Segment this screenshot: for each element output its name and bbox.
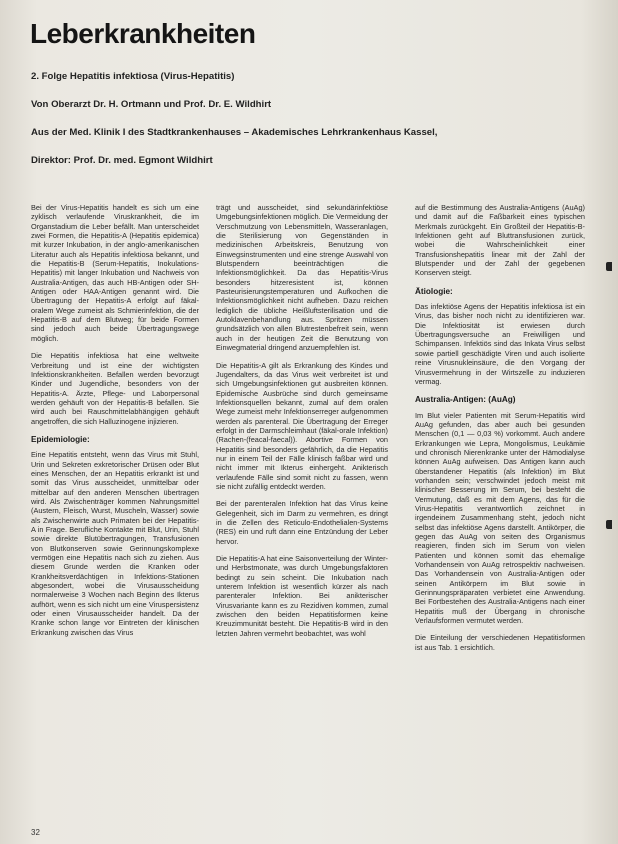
article-subtitle: 2. Folge Hepatitis infektiosa (Virus-Hepatitis) <box>31 71 235 82</box>
paragraph: Bei der Virus-Hepatitis handelt es sich um eine zyklisch verlaufende Viruskrankheit, die im Organstadium die Leber befällt. Man unterscheidet zwei Formen, die Hepatitis-A (Hepatitis epidemica) mit kurzer Inkubation, in der anglo-amerikanischen Literatur auch als Hepatitis infektiosa bekannt, und die Hepatitis-B (Serum-Hepatitis, Inokulations-Hepatitis) mit langer Inkubation und Nachweis von Australia-Antigen, das auch HB-Antigen oder SH-Antigen oder HAA-Antigen genannt wird. Die Übertragung der Hepatitis-A erfolgt auf fäkal-oralem Wege zumeist als Schmierinfektion, die der Hepatitis-B auf dem Blutweg; für beide Formen sind jedoch auch beide Übertragungswege möglich. <box>31 203 199 343</box>
article-authors: Von Oberarzt Dr. H. Ortmann und Prof. Dr. E. Wildhirt <box>31 99 272 110</box>
paragraph: Bei der parenteralen Infektion hat das Virus keine Gelegenheit, sich im Darm zu vermehren, es dringt in die Zellen des Reticulo-Endothelialen-Systems (RES) ein und ruft dann eine Entzündung der Leber hervor. <box>216 499 388 546</box>
paragraph: Das infektiöse Agens der Hepatitis infektiosa ist ein Virus, das bisher noch nicht zu identifizieren war. Die Infektiosität ist erwiesen durch Übertragungsversuche an Freiwilligen und Schimpansen. Infektiös sind das Inkata Virus selbst sowie partiell geschädigte Viren und auch isolierte reine Virusnukleinsäure, die den Vorgang der Virusvermehrung in der Wirtszelle zu induzieren vermag. <box>415 302 585 386</box>
text-column-3 <box>415 203 585 660</box>
section-heading-aetiologie: Ätiologie: <box>415 286 453 296</box>
page-title: Leberkrankheiten <box>30 18 256 49</box>
paragraph: Die Hepatitis infektiosa hat eine weltweite Verbreitung und ist eine der wichtigsten Infektionskrankheiten. Befallen werden bevorzugt Kinder und Jugendliche, besonders von der Hepatitis-A. Ärzte, Pflege- und Laborpersonal werden gehäuft von der Hepatitis-B befallen. Sie wird auch bei Rauschmittelabhängigen gehäuft angetroffen, die sich Halluzinogene injizieren. <box>31 351 199 426</box>
paragraph: trägt und ausscheidet, sind sekundärinfektiöse Umgebungsinfektionen möglich. Die Vermeidung der Verschmutzung von Lebensmitteln, Wasseranlagen, die Sterilisierung von Gegenständen in medizinischen Arbeitskreis, Benutzung von Einwegsinstrumenten und eine strenge Auswahl von Blutspendern beeinträchtigen die Infektionsmöglichkeit. Da das Hepatitis-Virus besonders hitzeresistent ist, können Pasteurisierungstemperaturen und Aufkochen die Infektionsmöglichkeit nicht aufheben. Dazu reichen lediglich die übliche Heißluftsterilisation und die Autoklavenbehandlung aus. Spritzen müssen grundsätzlich von allen Blutrestenbefreit sein, wenn auch in der heutigen Zeit die Benutzung von Einwegmaterial dringend anzuempfehlen ist. <box>216 203 388 353</box>
section-heading-epidemiologie: Epidemiologie: <box>31 434 90 444</box>
paragraph: Die Einteilung der verschiedenen Hepatitisformen ist aus Tab. 1 ersichtlich. <box>415 633 585 652</box>
text-column-2 <box>216 203 388 646</box>
paragraph: Eine Hepatitis entsteht, wenn das Virus mit Stuhl, Urin und Sekreten exkretorischer Drüsen oder Blut eines Menschen, der an Hepatitis erkrankt ist und somit das Virus ausscheidet, unmittelbar oder mittelbar auf den anderen Menschen übertragen wird. Als Zwischenträger kommen Nahrungsmittel (Austern, Fleisch, Wurst, Muscheln, Wasser) sowie als Zwischenwirte auch Primaten bei der Hepatitis-A in Frage. Berufliche Kontakte mit Blut, Urin, Stuhl sowie direkte Blutübertragungen, Transfusionen von Blutkonserven sowie Gerinnungskomplexe vermögen eine Hepatitis nach sich zu ziehen. Aus diesem Grunde werden die Kranken oder Krankheitsverdächtigen in Infektions-Stationen abgesondert, wobei die Virusausscheidung normalerweise 3 Wochen nach Beginn des Ikterus aufhört, wenn es sich nicht um eine Viruspersistenz oder einen Virusausscheider handelt. Da der Kranke schon lange vor Eintreten der klinischen Erkrankung zwischen das Virus <box>31 450 199 637</box>
binding-hole-mark <box>606 262 612 271</box>
binding-hole-mark <box>606 520 612 529</box>
article-institution: Aus der Med. Klinik I des Stadtkrankenhauses – Akademisches Lehrkrankenhaus Kassel, <box>31 127 438 138</box>
paragraph: Die Hepatitis-A hat eine Saisonverteilung der Winter- und Herbstmonate, was durch Umgebungsfaktoren bedingt zu sein scheint. Die Inkubation nach unterem Infektion ist wesentlich kürzer als nach parenteraler Infektion. Bei anikterischer Virusvariante kann es zu Rezidiven kommen, zumal zwischen den beiden Hepatitisformen keine Kreuzimmunität besteht. Die Hepatitis-B wird in den letzten Jahren vermehrt beobachtet, was wohl <box>216 554 388 638</box>
page-number: 32 <box>31 828 40 837</box>
paragraph: Die Hepatitis-A gilt als Erkrankung des Kindes und Jugendalters, da das Virus weit verbreitet ist und sich Umgebungsinfektionen gut ausbreiten können. Epidemische Ausbrüche sind durch gemeinsame Infektionsquellen bekannt, zumal auf dem oralen Wege zumeist mehr Infektionserreger aufgenommen werden als parenteral. Die Übertragung der Erreger erfolgt in der Darmschleimhaut (fäkal-orale Infektion) (Rachen-(feacal-faecal)). Abortive Formen von Hepatitis sind besonders gefährlich, da die Hepatitis nur in einem Teil der Fälle klinisch faßbar wird und nicht immer mit Ikterus einhergeht. Anikterisch verlaufende Fälle sind somit nicht zu fassen, wenn sie nicht zufällig entdeckt werden. <box>216 360 388 491</box>
section-heading-australia-antigen: Australia-Antigen: (AuAg) <box>415 395 516 405</box>
paragraph: auf die Bestimmung des Australia-Antigens (AuAg) und damit auf die Faßbarkeit eines typischen Merkmals zurückgeht. Ein Großteil der Hepatitis-B-Infektionen geht auf Bluttransfusionen zurück, wobei die Wahrscheinlichkeit einer Transfusionshepatitis linear mit der Zahl der Blutspender und der Zahl der gegebenen Konserven steigt. <box>415 203 585 278</box>
paragraph: Im Blut vieler Patienten mit Serum-Hepatitis wird AuAg gefunden, das aber auch bei gesunden Menschen (0,1 — 0,03 %) vorkommt. Auch andere Erkrankungen wie Lepra, Mongolismus, Leukämie und chronisch Nierenkranke unter der Hämodialyse können AuAg aufweisen. Das Antigen kann auch überstandener Hepatitis (als Infektion) im Blut vorhanden sein; verschwindet jedoch meist mit klinischer Besserung im Serum, bei besteht die Vermutung, daß es mit dem Agens, das für die Virus-Hepatitis verantwortlich zeichnet in irgendeinem Zusammenhang steht, jedoch nicht selbst das infektiöse Agens darstellt. Antikörper, die gegen das AuAg von seiten des Organismus reagieren, finden sich im Serum von vielen Patienten und können somit das ehemalige Vorhandensein von AuAg retrospektiv nachweisen. Das Vorhandensein von Australia-Antigen oder seinen Antikörpern im Blut sowie in Gerinnungspräparaten verbietet eine Anwendung. Bei Fortbestehen des Australia-Antigens nach einer Hepatitis muß der Übergang in chronische Verlaufsformen vermutet werden. <box>415 410 585 626</box>
text-column-1 <box>31 203 199 645</box>
article-director: Direktor: Prof. Dr. med. Egmont Wildhirt <box>31 155 213 166</box>
